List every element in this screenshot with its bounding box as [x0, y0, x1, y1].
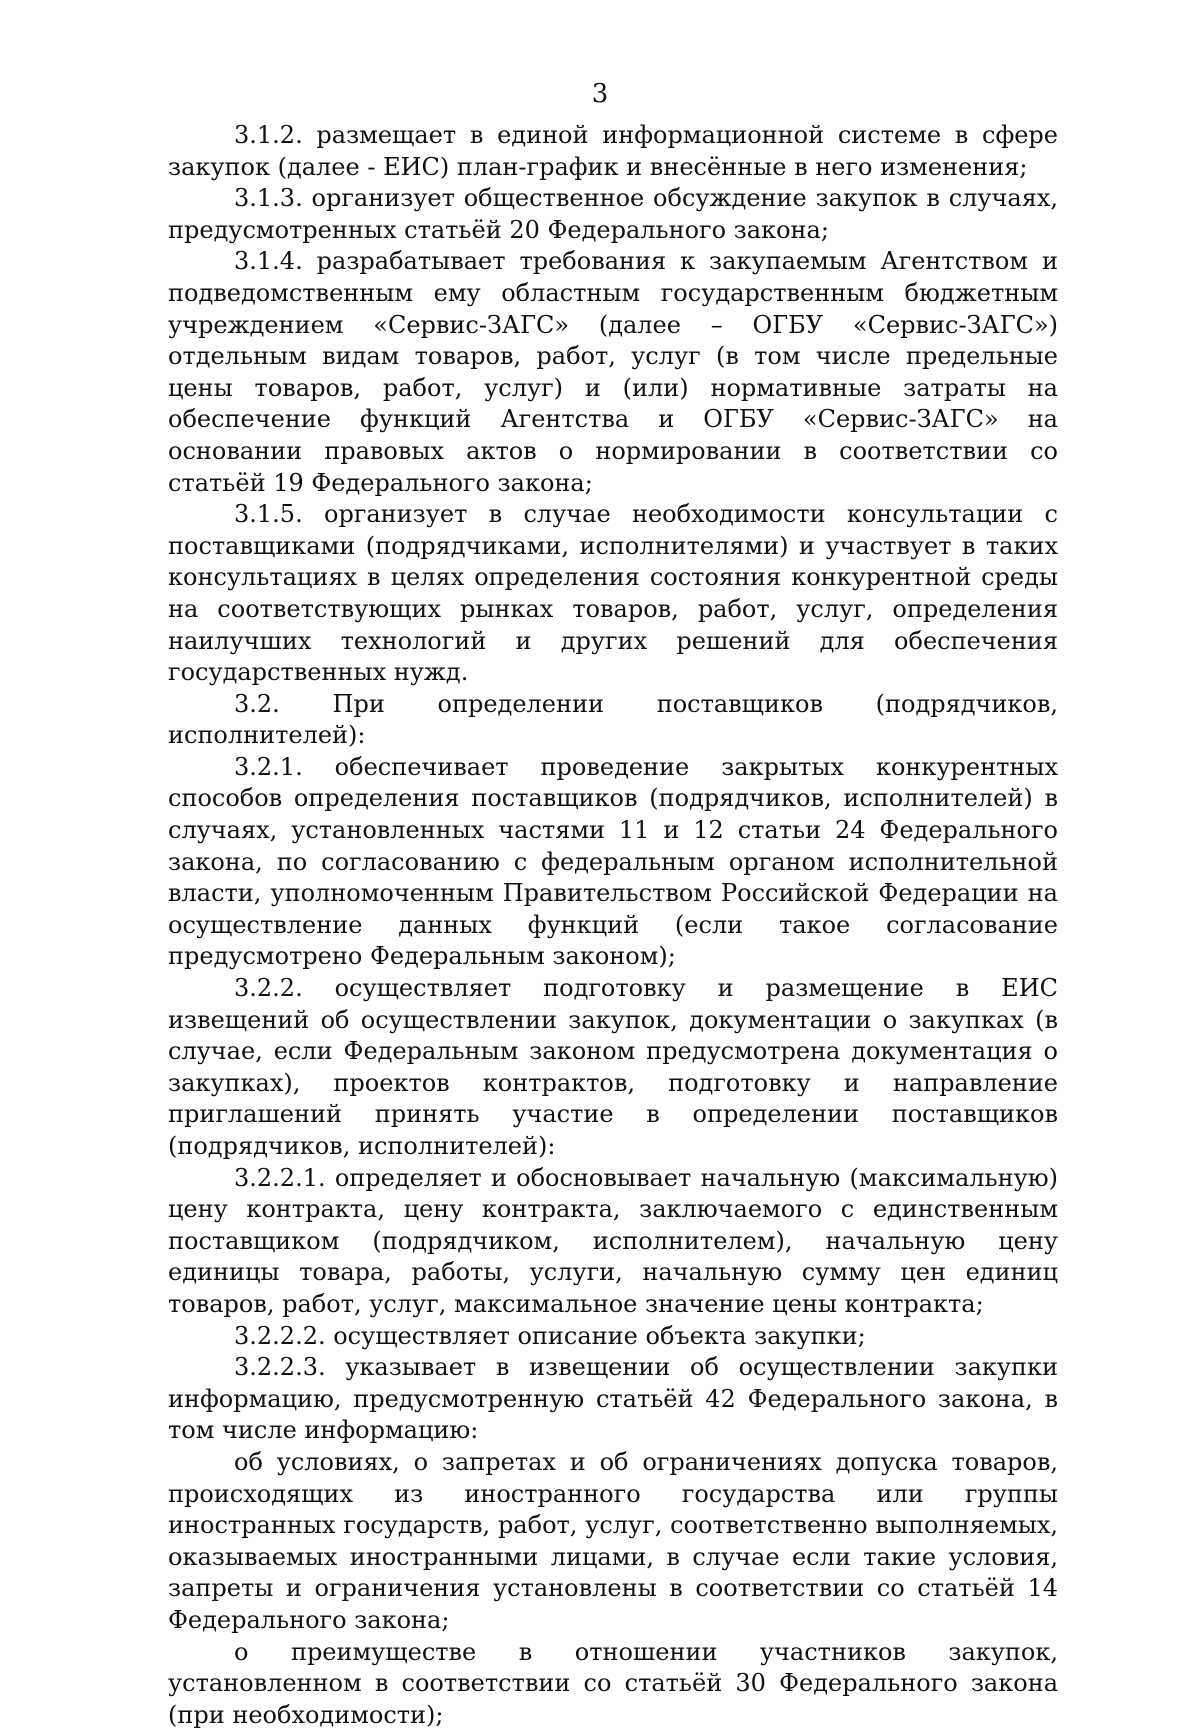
- paragraph-3-1-2: 3.1.2. размещает в единой информационной системе в сфере закупок (далее - ЕИС) план-график и внесённые в него изменения;: [168, 120, 1058, 183]
- paragraph-3-2-2-2: 3.2.2.2. осуществляет описание объекта закупки;: [168, 1321, 1058, 1353]
- paragraph-3-2-2-1: 3.2.2.1. определяет и обосновывает начальную (максимальную) цену контракта, цену контракта, заключаемого с единственным поставщиком (подрядчиком, исполнителем), начальную цену единицы товара, работы, услуги, начальную сумму цен единиц товаров, работ, услуг, максимальное значение цены контракта;: [168, 1163, 1058, 1321]
- paragraph-3-2-2: 3.2.2. осуществляет подготовку и размещение в ЕИС извещений об осуществлении закупок, документации о закупках (в случае, если Федеральным законом предусмотрена документация о закупках), проектов контрактов, подготовку и направление приглашений принять участие в определении поставщиков (подрядчиков, исполнителей):: [168, 973, 1058, 1163]
- paragraph-3-1-4: 3.1.4. разрабатывает требования к закупаемым Агентством и подведомственным ему областным государственным бюджетным учреждением «Сервис-ЗАГС» (далее – ОГБУ «Сервис-ЗАГС») отдельным видам товаров, работ, услуг (в том числе предельные цены товаров, работ, услуг) и (или) нормативные затраты на обеспечение функций Агентства и ОГБУ «Сервис-ЗАГС» на основании правовых актов о нормировании в соответствии со статьёй 19 Федерального закона;: [168, 246, 1058, 499]
- paragraph-3-1-5: 3.1.5. организует в случае необходимости консультации с поставщиками (подрядчиками, исполнителями) и участвует в таких консультациях в целях определения состояния конкурентной среды на соответствующих рынках товаров, работ, услуг, определения наилучших технологий и других решений для обеспечения государственных нужд.: [168, 499, 1058, 689]
- paragraph-preference: о преимуществе в отношении участников закупок, установленном в соответствии со статьёй 30 Федерального закона (при необходимости);: [168, 1637, 1058, 1731]
- paragraph-3-2-1: 3.2.1. обеспечивает проведение закрытых конкурентных способов определения поставщиков (подрядчиков, исполнителей) в случаях, установленных частями 11 и 12 статьи 24 Федерального закона, по согласованию с федеральным органом исполнительной власти, уполномоченным Правительством Российской Федерации на осуществление данных функций (если такое согласование предусмотрено Федеральным законом);: [168, 752, 1058, 973]
- paragraph-3-2: 3.2. При определении поставщиков (подрядчиков, исполнителей):: [168, 689, 1058, 752]
- paragraph-restrictions: об условиях, о запретах и об ограничениях допуска товаров, происходящих из иностранного государства или группы иностранных государств, работ, услуг, соответственно выполняемых, оказываемых иностранными лицами, в случае если такие условия, запреты и ограничения установлены в соответствии со статьёй 14 Федерального закона;: [168, 1447, 1058, 1637]
- page-number: 3: [0, 78, 1200, 110]
- paragraph-3-2-2-3: 3.2.2.3. указывает в извещении об осуществлении закупки информацию, предусмотренную статьёй 42 Федерального закона, в том числе информацию:: [168, 1352, 1058, 1447]
- document-body: [168, 120, 1058, 1731]
- paragraph-3-1-3: 3.1.3. организует общественное обсуждение закупок в случаях, предусмотренных статьёй 20 Федерального закона;: [168, 183, 1058, 246]
